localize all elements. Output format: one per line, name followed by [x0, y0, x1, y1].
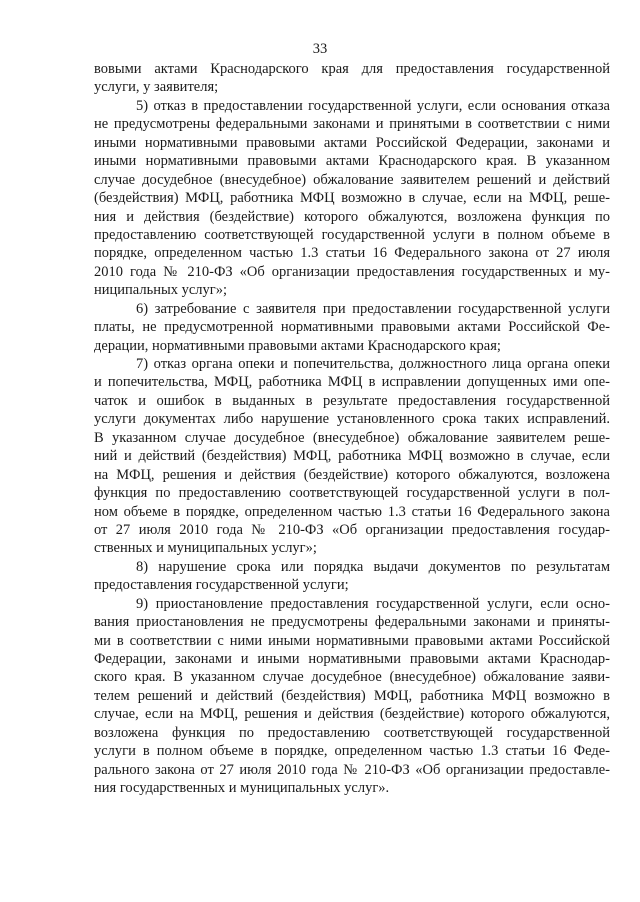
text-line: В указанном случае досудебное (внесудебное) обжалование заявителем реше- — [94, 429, 610, 446]
text-line: 5) отказ в предоставлении государственной услуги, если основания отказа — [136, 97, 610, 114]
text-line: не предусмотрены федеральными законами и принятыми в соответствии с ними — [94, 116, 610, 133]
text-line: (бездействия) МФЦ, работника МФЦ возможно в случае, если на МФЦ, реше- — [94, 190, 610, 207]
text-line: 9) приостановление предоставления государственной услуги, если осно- — [136, 595, 610, 612]
text-line: услуги, у заявителя; — [94, 79, 219, 96]
text-line: на МФЦ, решения и действия (бездействие) которого обжалуются, возложена — [94, 466, 610, 483]
text-line: предоставлению соответствующей государственной услуги в полном объеме в — [94, 226, 610, 243]
text-line: чаток и ошибок в выданных в результате предоставления государственной — [94, 392, 610, 409]
text-line: услуги документах либо нарушение установленного срока таких исправлений. — [94, 411, 610, 428]
text-line: услуги в полном объеме в порядке, определенном частью 1.3 статьи 16 Феде- — [94, 743, 610, 760]
text-line: вовыми актами Краснодарского края для предоставления государственной — [94, 61, 610, 77]
text-line: от 27 июля 2010 года № 210-ФЗ «Об организации предоставления государ- — [94, 521, 610, 538]
document-body — [94, 60, 610, 798]
text-line: рального закона от 27 июля 2010 года № 210-ФЗ «Об организации предоставле- — [94, 761, 610, 778]
text-line: возложена функция по предоставлению соответствующей государственной — [94, 724, 610, 741]
text-line: дерации, нормативными правовыми актами Краснодарского края; — [94, 337, 501, 354]
text-line: иными нормативными правовыми актами Российской Федерации, законами и — [94, 134, 610, 151]
text-line: функция по предоставлению соответствующей государственной услуги в пол- — [94, 485, 610, 502]
text-line: 2010 года № 210-ФЗ «Об организации предоставления государственных и му- — [94, 263, 610, 280]
text-line: 8) нарушение срока или порядка выдачи документов по результатам — [136, 558, 610, 575]
text-line: 7) отказ органа опеки и попечительства, должностного лица органа опеки — [136, 356, 610, 372]
text-line: вания приостановления не предусмотрены федеральными законами и приняты- — [94, 614, 610, 631]
text-line: предоставления государственной услуги; — [94, 577, 349, 594]
text-line: порядке, определенном частью 1.3 статьи 16 Федерального закона от 27 июля — [94, 245, 610, 262]
text-line: и попечительства, МФЦ, работника МФЦ в исправлении допущенных ими опе- — [94, 374, 610, 391]
text-line: ского края. В указанном случае досудебное (внесудебное) обжалование заяви- — [94, 669, 610, 686]
text-line: ния государственных и муниципальных услуг». — [94, 780, 390, 797]
text-line: случае досудебное (внесудебное) обжалование заявителем решений и действий — [94, 171, 610, 188]
text-line: платы, не предусмотренной нормативными правовыми актами Российской Фе- — [94, 319, 610, 336]
text-line: случае, если на МФЦ, решения и действия (бездействие) которого обжалуются, — [94, 706, 610, 723]
text-line: телем решений и действий (бездействия) МФЦ, работника МФЦ возможно в — [94, 687, 610, 704]
text-line: ном объеме в порядке, определенном частью 1.3 статьи 16 Федерального закона — [94, 503, 610, 520]
text-line: Федерации, законами и иными нормативными правовыми актами Краснодар- — [94, 651, 610, 667]
text-line: ния и действия (бездействие) которого обжалуются, возложена функция по — [94, 208, 610, 225]
text-line: ми в соответствии с ними иными нормативными правовыми актами Российской — [94, 632, 610, 649]
text-line: 6) затребование с заявителя при предоставлении государственной услуги — [136, 300, 610, 317]
page-number: 33 — [312, 41, 328, 57]
text-line: ственных и муниципальных услуг»; — [94, 540, 317, 557]
text-line: ниципальных услуг»; — [94, 282, 227, 299]
text-line: иными нормативными правовыми актами Краснодарского края. В указанном — [94, 153, 610, 170]
text-line: ний и действий (бездействия) МФЦ, работника МФЦ возможно в случае, если — [94, 448, 610, 465]
